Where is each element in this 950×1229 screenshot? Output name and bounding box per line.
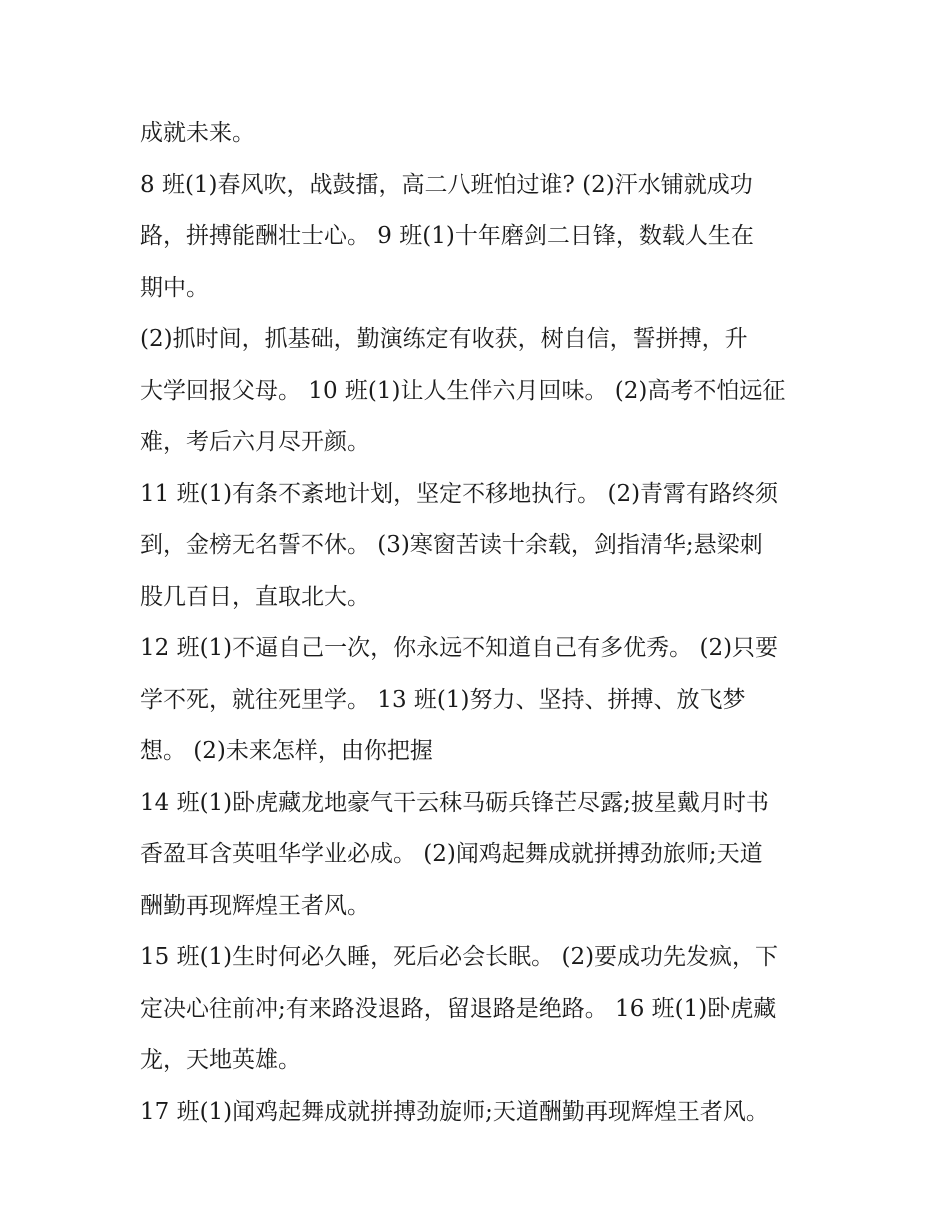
text-line: 成就未来。 (140, 120, 255, 146)
text-line: 路，拼搏能酬壮士心。 9 班(1)十年磨剑二日锋，数载人生在 (140, 223, 754, 249)
text-line: 11 班(1)有条不紊地计划，坚定不移地执行。 (2)青霄有路终须 (140, 480, 779, 507)
text-line: 酬勤再现辉煌王者风。 (140, 892, 370, 919)
text-line: 到，金榜无名誓不休。 (3)寒窗苦读十余载，剑指清华;悬梁刺 (140, 532, 763, 558)
text-line: 香盈耳含英咀华学业必成。 (2)闻鸡起舞成就拼搏劲旅师;天道 (140, 841, 763, 867)
text-line: 大学回报父母。 10 班(1)让人生伴六月回味。 (2)高考不怕远征 (140, 377, 786, 404)
text-line: 想。 (2)未来怎样，由你把握 (140, 738, 433, 764)
text-line: 期中。 (140, 274, 209, 301)
body-text (140, 108, 820, 1138)
text-line: 股几百日，直取北大。 (140, 583, 370, 610)
text-line: (2)抓时间，抓基础，勤演练定有收获，树自信，誓拼搏，升 (140, 326, 748, 352)
text-line: 15 班(1)生时何必久睡，死后必会长眠。 (2)要成功先发疯，下 (140, 944, 779, 970)
text-line: 龙，天地英雄。 (140, 1047, 301, 1073)
text-line: 学不死，就往死里学。 13 班(1)努力、坚持、拼搏、放飞梦 (140, 686, 746, 713)
text-line: 12 班(1)不逼自己一次，你永远不知道自己有多优秀。 (2)只要 (140, 635, 779, 661)
text-line: 17 班(1)闻鸡起舞成就拼搏劲旋师;天道酬勤再现辉煌王者风。 (140, 1098, 769, 1125)
text-line: 难，考后六月尽开颜。 (140, 429, 370, 455)
text-line: 8 班(1)春风吹，战鼓擂，高二八班怕过谁? (2)汗水铺就成功 (140, 171, 753, 198)
text-line: 14 班(1)卧虎藏龙地豪气干云秣马砺兵锋芒尽露;披星戴月时书 (140, 789, 769, 816)
text-line: 定决心往前冲;有来路没退路，留退路是绝路。 16 班(1)卧虎藏 (140, 995, 777, 1022)
